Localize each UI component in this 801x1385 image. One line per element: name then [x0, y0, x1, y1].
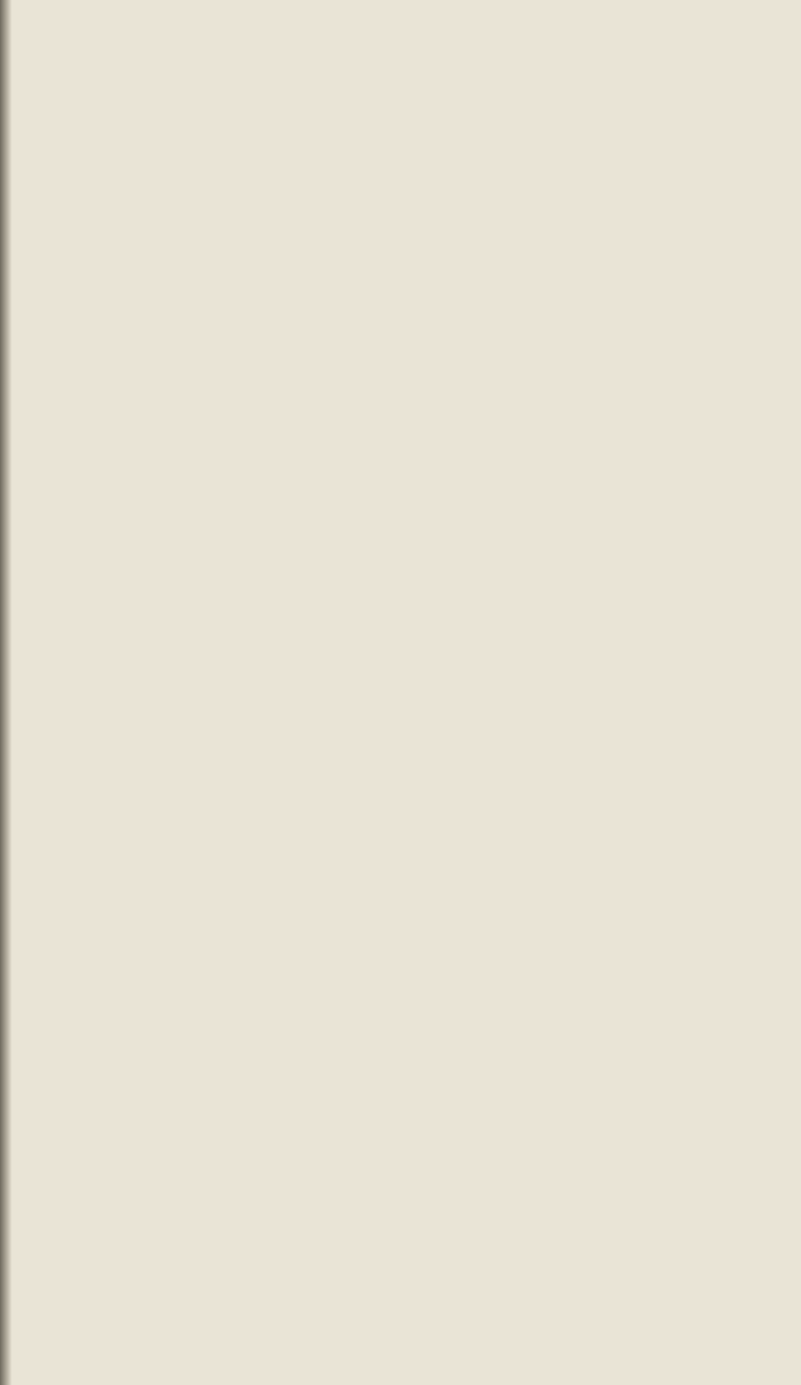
page-header [48, 60, 788, 94]
bibliography-page [48, 60, 788, 1360]
book-spine-shadow [0, 0, 12, 1385]
